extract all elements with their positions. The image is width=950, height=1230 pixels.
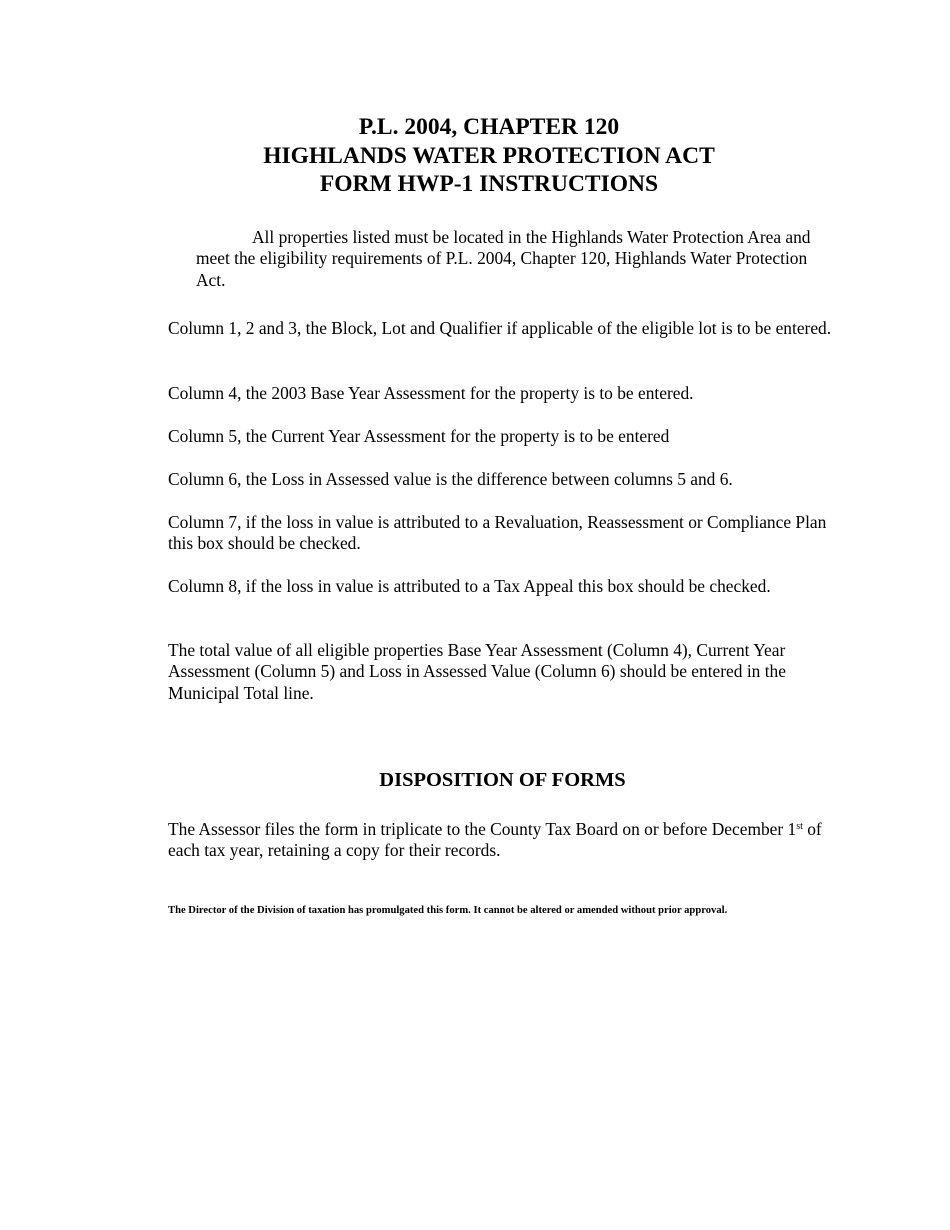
column-1-3-instruction: Column 1, 2 and 3, the Block, Lot and Qualifier if applicable of the eligible lot is to be entered. xyxy=(168,318,832,338)
total-instruction-paragraph: The total value of all eligible properties Base Year Assessment (Column 4), Current Year Assessment (Column 5) and Loss in Assessed Value (Column 6) should be entered in the Municipal Total line. xyxy=(168,640,786,703)
disposition-text-start: The Assessor files the form in triplicate to the County Tax Board on or before December 1 xyxy=(168,819,797,839)
column-4-instruction: Column 4, the 2003 Base Year Assessment for the property is to be entered. xyxy=(168,383,694,403)
disposition-paragraph xyxy=(168,819,848,862)
intro-paragraph: All properties listed must be located in the Highlands Water Protection Area and meet the eligibility requirements of P.L. 2004, Chapter 120, Highlands Water Protection Act. xyxy=(196,227,811,290)
disposition-text-end: of each tax year, retaining a copy for their records. xyxy=(168,819,822,861)
title-line-form: FORM HWP-1 INSTRUCTIONS xyxy=(319,171,659,197)
director-approval-note: The Director of the Division of taxation has promulgated this form. It cannot be altered or amended without prior approval. xyxy=(168,905,728,916)
title-line-act: HIGHLANDS WATER PROTECTION ACT xyxy=(263,142,715,169)
document-title xyxy=(0,113,950,199)
column-6-instruction: Column 6, the Loss in Assessed value is the difference between columns 5 and 6. xyxy=(168,469,733,489)
disposition-heading: DISPOSITION OF FORMS xyxy=(379,769,626,791)
column-5-instruction: Column 5, the Current Year Assessment for the property is to be entered xyxy=(168,426,670,446)
title-line-law: P.L. 2004, CHAPTER 120 xyxy=(358,114,620,140)
ordinal-superscript: st xyxy=(796,821,803,832)
column-7-instruction: Column 7, if the loss in value is attributed to a Revaluation, Reassessment or Compliance Plan this box should be checked. xyxy=(168,512,827,554)
column-8-instruction: Column 8, if the loss in value is attributed to a Tax Appeal this box should be checked. xyxy=(168,576,771,596)
